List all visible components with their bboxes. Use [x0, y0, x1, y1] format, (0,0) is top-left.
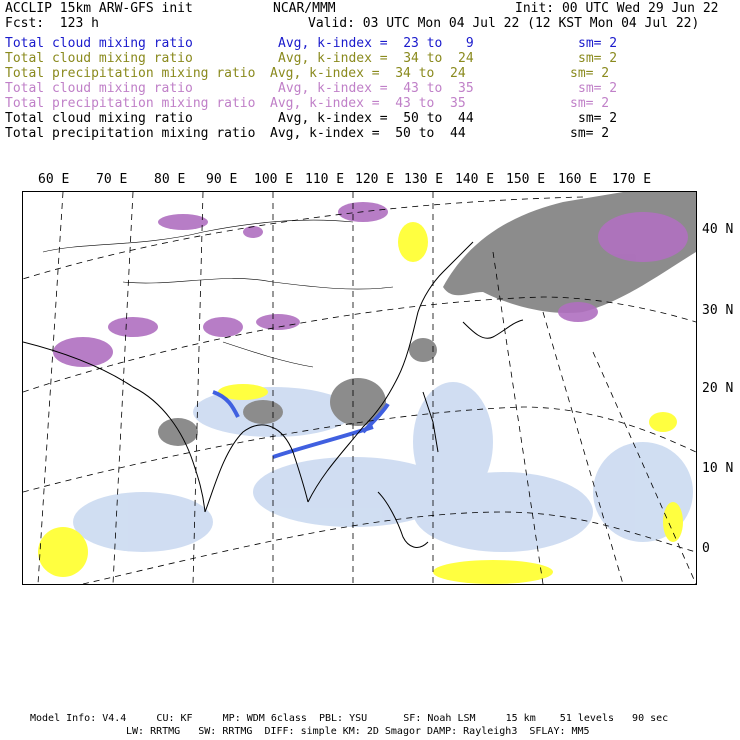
lon-label: 100 E: [254, 172, 294, 187]
legend-name-4: Total cloud mixing ratio: [5, 81, 193, 96]
legend-avg-4: Avg, k-index = 43 to 35: [278, 81, 474, 96]
init-time: Init: 00 UTC Wed 29 Jun 22: [515, 1, 719, 16]
legend-avg-6: Avg, k-index = 50 to 44: [278, 111, 474, 126]
legend-sm-5: sm= 2: [570, 96, 610, 111]
model-info-line-2: LW: RRTMG SW: RRTMG DIFF: simple KM: 2D Smagor DAMP: Rayleigh3 SFLAY: MM5: [126, 726, 590, 737]
legend-name-3: Total precipitation mixing ratio: [5, 66, 256, 81]
lon-label: 70 E: [96, 172, 128, 187]
legend-name-5: Total precipitation mixing ratio: [5, 96, 256, 111]
lon-label: 80 E: [154, 172, 186, 187]
lon-label: 170 E: [612, 172, 652, 187]
lon-label: 130 E: [404, 172, 444, 187]
legend-sm-1: sm= 2: [578, 36, 618, 51]
legend-name-6: Total cloud mixing ratio: [5, 111, 193, 126]
valid-time: Valid: 03 UTC Mon 04 Jul 22 (12 KST Mon 04 Jul 22): [308, 16, 700, 31]
legend-sm-4: sm= 2: [578, 81, 618, 96]
map-panel: [22, 191, 697, 585]
lat-label: 10 N: [702, 461, 734, 476]
model-info-line-1: Model Info: V4.4 CU: KF MP: WDM 6class PBL: YSU SF: Noah LSM 15 km 51 levels 90 sec: [30, 713, 669, 724]
lon-label: 60 E: [38, 172, 70, 187]
legend-avg-5: Avg, k-index = 43 to 35: [270, 96, 466, 111]
lat-label: 30 N: [702, 303, 734, 318]
lon-label: 90 E: [206, 172, 238, 187]
legend-sm-3: sm= 2: [570, 66, 610, 81]
forecast-hour: Fcst: 123 h: [5, 16, 99, 31]
legend-avg-3: Avg, k-index = 34 to 24: [270, 66, 466, 81]
lat-label: 20 N: [702, 381, 734, 396]
legend-avg-2: Avg, k-index = 34 to 24: [278, 51, 474, 66]
lat-label: 0: [702, 541, 710, 556]
legend-sm-7: sm= 2: [570, 126, 610, 141]
lon-label: 150 E: [506, 172, 546, 187]
legend-sm-6: sm= 2: [578, 111, 618, 126]
map-canvas: [23, 192, 696, 584]
legend-avg-1: Avg, k-index = 23 to 9: [278, 36, 474, 51]
lon-label: 140 E: [455, 172, 495, 187]
legend-name-7: Total precipitation mixing ratio: [5, 126, 256, 141]
lon-label: 110 E: [305, 172, 345, 187]
legend-sm-2: sm= 2: [578, 51, 618, 66]
legend-name-2: Total cloud mixing ratio: [5, 51, 193, 66]
organization-label: NCAR/MMM: [273, 1, 336, 16]
lon-label: 120 E: [355, 172, 395, 187]
lat-label: 40 N: [702, 222, 734, 237]
legend-avg-7: Avg, k-index = 50 to 44: [270, 126, 466, 141]
map-title: ACCLIP 15km ARW-GFS init: [5, 1, 193, 16]
lon-label: 160 E: [558, 172, 598, 187]
legend-name-1: Total cloud mixing ratio: [5, 36, 193, 51]
